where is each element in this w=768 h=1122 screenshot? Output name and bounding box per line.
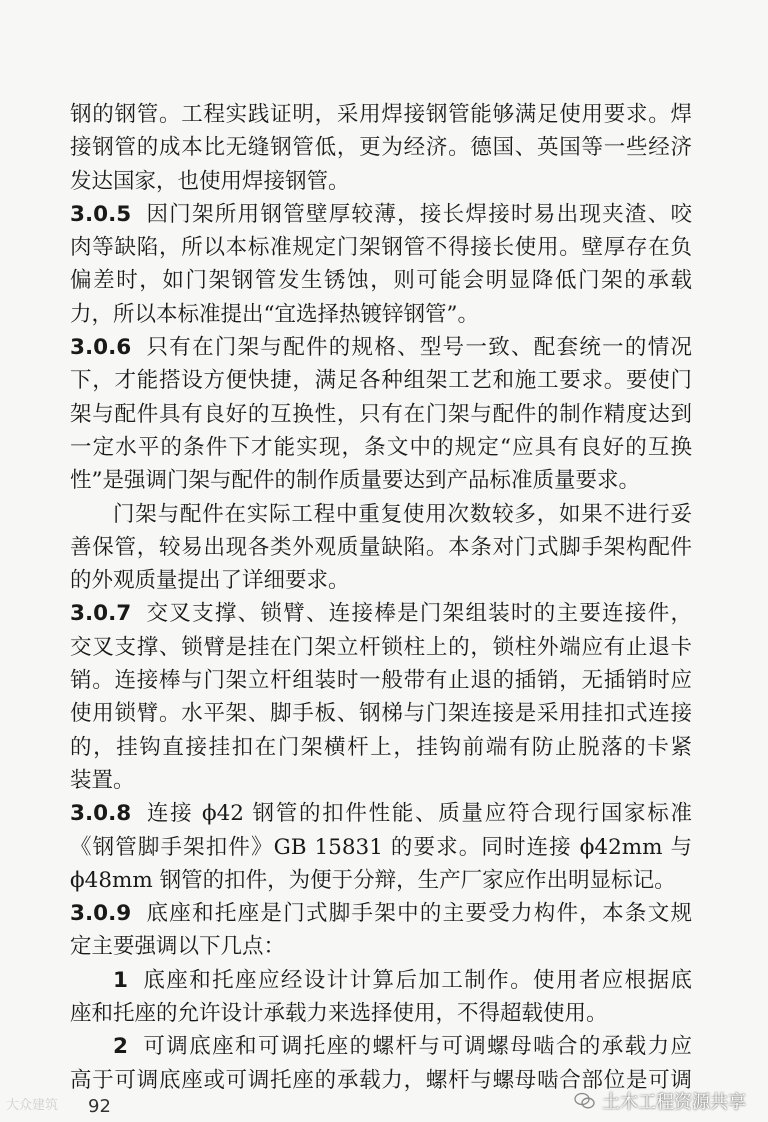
line-text: 高于可调底座或可调托座的承载力，螺杆与螺母啮合部位是可调 <box>70 1067 692 1093</box>
line-text: 的，挂钩直接挂扣在门架横杆上，挂钩前端有防止脱落的卡紧 <box>70 734 692 760</box>
text-line <box>70 198 692 231</box>
watermark-right-label: 土木工程资源共享 <box>602 1092 746 1113</box>
text-line <box>70 231 692 264</box>
line-text: 连接 ϕ42 钢管的扣件性能、质量应符合现行国家标准 <box>145 801 692 827</box>
text-line <box>70 597 692 630</box>
text-line <box>70 864 692 897</box>
clause-number: 3.0.8 <box>70 801 132 827</box>
line-text: 座和托座的允许设计承载力来选择使用，不得超载使用。 <box>70 1001 608 1027</box>
document-body <box>70 98 692 1097</box>
line-text: 使用锁臂。水平架、脚手板、钢梯与门架连接是采用挂扣式连接 <box>70 701 692 727</box>
text-line <box>70 298 692 331</box>
text-line <box>70 398 692 431</box>
line-text: 销。连接棒与门架立杆组装时一般带有止退的插销，无插销时应 <box>70 668 692 694</box>
clause-number: 3.0.6 <box>70 335 132 361</box>
clause-number: 3.0.7 <box>70 601 132 627</box>
line-text: 一定水平的条件下才能实现，条文中的规定“应具有良好的互换 <box>70 434 692 460</box>
text-line <box>70 631 692 664</box>
line-text: 可调底座和可调托座的螺杆与可调螺母啮合的承载力应 <box>141 1034 692 1060</box>
clause-number: 3.0.5 <box>70 201 132 227</box>
line-text: 力，所以本标准提出“宜选择热镀锌钢管”。 <box>70 301 479 327</box>
text-line <box>70 697 692 730</box>
clause-number: 3.0.9 <box>70 901 132 927</box>
line-text: 因门架所用钢管壁厚较薄，接长焊接时易出现夹渣、咬 <box>145 201 692 227</box>
text-line <box>70 664 692 697</box>
line-text: ϕ48mm 钢管的扣件，为便于分辩，生产厂家应作出明显标记。 <box>70 867 676 893</box>
line-text: 的外观质量提出了详细要求。 <box>70 568 350 594</box>
line-text: 只有在门架与配件的规格、型号一致、配套统一的情况 <box>145 335 692 361</box>
line-text: 下，才能搭设方便快捷，满足各种组架工艺和施工要求。要使门 <box>70 368 692 394</box>
text-line <box>70 165 692 198</box>
item-number: 2 <box>113 1034 128 1060</box>
text-line <box>70 498 692 531</box>
text-line <box>70 731 692 764</box>
text-line <box>70 1030 692 1063</box>
line-text: 接钢管的成本比无缝钢管低，更为经济。德国、英国等一些经济 <box>70 135 692 161</box>
line-text: 善保管，较易出现各类外观质量缺陷。本条对门式脚手架构配件 <box>70 534 692 560</box>
watermark-left: 大众建筑 <box>6 1098 59 1113</box>
text-line <box>70 897 692 930</box>
line-text: 门架与配件在实际工程中重复使用次数较多，如果不进行妥 <box>113 501 692 527</box>
text-line <box>70 364 692 397</box>
text-line <box>70 98 692 131</box>
line-text: 性”是强调门架与配件的制作质量要达到产品标准质量要求。 <box>70 468 640 494</box>
line-text: 底座和托座是门式脚手架中的主要受力构件，本条文规 <box>145 901 692 927</box>
text-line <box>70 531 692 564</box>
text-line <box>70 564 692 597</box>
line-text: 肉等缺陷，所以本标准规定门架钢管不得接长使用。壁厚存在负 <box>70 235 692 261</box>
item-number: 1 <box>113 967 128 993</box>
text-line <box>70 831 692 864</box>
line-text: 交叉支撑、锁臂、连接棒是门架组装时的主要连接件， <box>145 601 692 627</box>
text-line <box>70 264 692 297</box>
line-text: 底座和托座应经设计计算后加工制作。使用者应根据底 <box>141 967 692 993</box>
line-text: 架与配件具有良好的互换性，只有在门架与配件的制作精度达到 <box>70 401 692 427</box>
text-line <box>70 764 692 797</box>
text-line <box>70 964 692 997</box>
text-line <box>70 797 692 830</box>
line-text: 定主要强调以下几点： <box>70 934 286 960</box>
watermark-right <box>574 1088 746 1114</box>
text-line <box>70 930 692 963</box>
text-line <box>70 131 692 164</box>
page-number: 92 <box>88 1096 111 1117</box>
wechat-icon <box>574 1092 596 1110</box>
line-text: 发达国家，也使用焊接钢管。 <box>70 168 350 194</box>
text-line <box>70 464 692 497</box>
line-text: 装置。 <box>70 767 135 793</box>
line-text: 钢的钢管。工程实践证明，采用焊接钢管能够满足使用要求。焊 <box>70 102 692 127</box>
text-line <box>70 431 692 464</box>
line-text: 交叉支撑、锁臂是挂在门架立杆锁柱上的，锁柱外端应有止退卡 <box>70 634 692 660</box>
line-text: 《钢管脚手架扣件》GB 15831 的要求。同时连接 ϕ42mm 与 <box>70 834 692 860</box>
text-line <box>70 997 692 1030</box>
line-text: 偏差时，如门架钢管发生锈蚀，则可能会明显降低门架的承载 <box>70 268 692 294</box>
text-line <box>70 331 692 364</box>
